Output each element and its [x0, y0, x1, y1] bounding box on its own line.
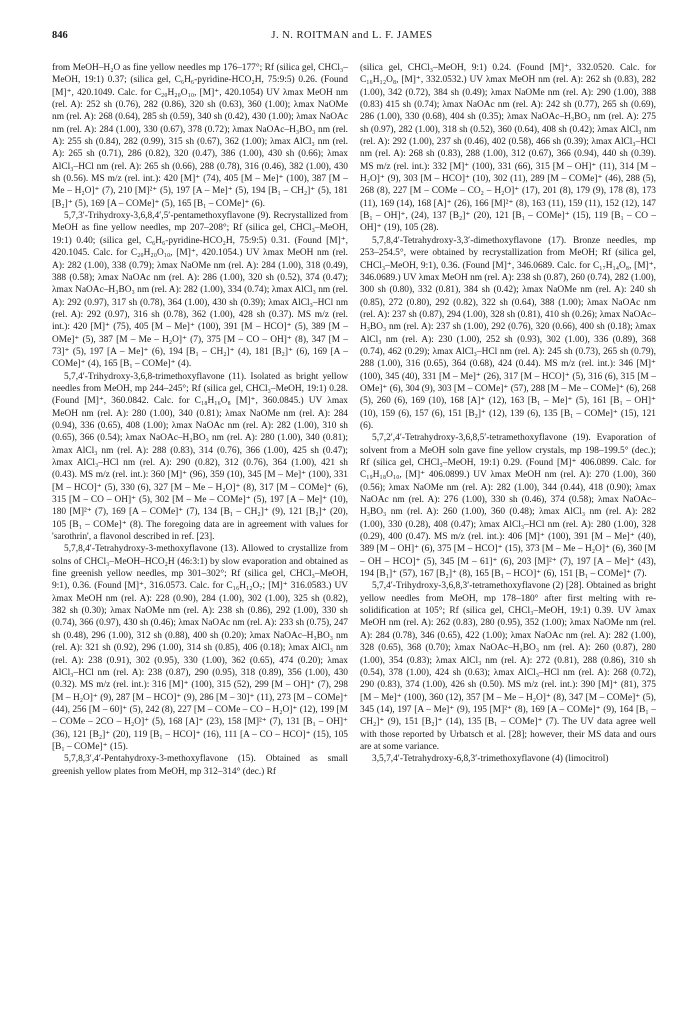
paragraph: 5,7,3′-Trihydroxy-3,6,8,4′,5′-pentamethoxyflavone (9). Recrystallized from MeOH as fine yellow needles, mp 207–208°; Rf (silica gel, CHCl₃–MeOH, 19:1) 0.40; (silica gel, C₆H₆-pyridine-HCO₂H, 75:9:5) 0.31. (Found [M]⁺, 420.1045. Calc. for C₂₀H₂₀O₁₀, [M]⁺, 420.1054.) UV λmax MeOH nm (rel. A): 282 (1.00), 338 (0.79); λmax NaOMe nm (rel. A): 284 (1.00), 318 (0.49), 388 (0.58); λmax NaOAc nm (rel. A): 286 (1.00), 320 sh (0.52), 374 (0.47); λmax NaOAc–H₃BO₃ nm (rel. A): 282 (1.00), 334 (0.74); λmax AlCl₃ nm (rel. A): 292 (0.97), 317 sh (0.78), 364 (1.00), 430 sh (0.39); λmax AlCl₃–HCl nm (rel. A): 292 (0.97), 316 sh (0.78), 362 (1.00), 428 sh (0.37). MS m/z (rel. int.): 420 [M]⁺ (75), 405 [M – Me]⁺ (100), 391 [M – HCO]⁺ (5), 389 [M – OMe]⁺ (5), 387 [M – Me – H₂O]⁺ (7), 375 [M – CO – OH]⁺ (8), 347 [M – 73]⁺ (5), 197 [A – Me]⁺ (6), 194 [B₁ – CH₂]⁺ (4), 181 [B₂]⁺ (6), 169 [A – COMe]⁺ (4), 165 [B₁ – COMe]⁺ (4).	[52, 211, 348, 370]
paragraph: 3,5,7,4′-Tetrahydroxy-6,8,3′-trimethoxyflavone (4) (limocitrol)	[372, 754, 609, 765]
left-column	[52, 62, 348, 778]
paragraph: 5,7,8,4′-Tetrahydroxy-3-methoxyflavone (13). Allowed to crystallize from solns of CHCl₃–MeOH–HCO₂H (46:3:1) by slow evaporation and obtained as fine greenish yellow needles, mp 301–302°; Rf (silica gel, CHCl₃–MeOH, 9:1), 0.36. (Found [M]⁺, 316.0573. Calc. for C₁₆H₁₂O₇; [M]⁺ 316.0583.) UV λmax MeOH nm (rel. A): 228 (0.90), 284 (1.00), 302 (1.00), 325 sh (0.82), 382 sh (0.30); λmax NaOMe nm (rel. A): 238 sh (0.86), 292 (1.00), 330 sh (0.74), 366 (0.97), 430 sh (0.46); λmax NaOAc nm (rel. A): 233 sh (0.75), 247 sh (0.48), 296 (1.00), 312 sh (0.88), 400 sh (0.20); λmax NaOAc–H₃BO₃ nm (rel. A): 321 sh (0.92), 296 (1.00), 314 sh (0.85), 406 (0.18); λmax AlCl₃ nm (rel. A): 238 (0.91), 302 (0.95), 330 (1.00), 362 (0.65), 474 (0.20); λmax AlCl₃–HCl nm (rel. A): 238 (0.87), 290 (0.95), 318 (0.89), 356 (1.00), 430 (0.32). MS m/z (rel. int.): 316 [M]⁺ (100), 315 (52), 299 [M – OH]⁺ (7), 298 [M – H₂O]⁺ (9), 287 [M – HCO]⁺ (9), 286 [M – 30]⁺ (11), 273 [M – COMe]⁺ (44), 256 [M – 60]⁺ (5), 242 (8), 227 [M – COMe – CO – H₂O]⁺ (12), 199 [M – COMe – 2CO – H₂O]⁺ (5), 168 [A]⁺ (23), 158 [M]²⁺ (7), 131 [B₁ – OH]⁺ (36), 121 [B₂]⁺ (20), 119 [B₁ – HCO]⁺ (16), 111 [A – CO – HCO]⁺ (15), 105 [B₁ – COMe]⁺ (15).	[52, 544, 348, 752]
running-title: J. N. ROITMAN and L. F. JAMES	[271, 30, 433, 41]
page-header	[52, 30, 652, 46]
paragraph: 5,7,8,3′,4′-Pentahydroxy-3-methoxyflavone (15). Obtained as small greenish yellow plates from MeOH, mp 312–314° (dec.) Rf	[52, 754, 348, 777]
paragraph: 5,7,8,4′-Tetrahydroxy-3,3′-dimethoxyflavone (17). Bronze needles, mp 253–254.5°, were obtained by recrystallization from MeOH; Rf (silica gel, CHCl₃–MeOH, 9:1), 0.36. (Found [M]⁺, 346.0689. Calc. for C₁₇H₁₄O₈, [M]⁺, 346.0689.) UV λmax MeOH nm (rel. A): 238 sh (0.87), 260 (0.74), 282 (1.00), 300 sh (0.80), 332 (0.81), 384 sh (0.42); λmax NaOMe nm (rel. A): 240 sh (0.85), 272 (0.80), 292 (0.82), 322 sh (0.64), 388 (1.00); λmax NaOAc nm (rel. A): 237 sh (0.87), 294 (1.00), 328 sh (0.81), 410 sh (0.26); λmax NaOAc–H₃BO₃ nm (rel. A): 237 sh (1.00), 292 (0.76), 320 (0.66), 400 sh (0.18); λmax AlCl₃ nm (rel. A): 230 (1.00), 252 sh (0.93), 302 (1.00), 336 (0.89), 368 (0.74), 462 (0.29); λmax AlCl₃–HCl nm (rel. A): 245 sh (0.73), 265 sh (0.79), 288 (1.00), 316 (0.65), 364 (0.68), 424 (0.44). MS m/z (rel. int.): 346 [M]⁺ (100), 345 (40), 331 [M – Me]⁺ (26), 317 [M – HCO]⁺ (5), 316 (6), 315 [M – OMe]⁺ (6), 304 (9), 303 [M – COMe]⁺ (57), 288 [M – Me – COMe]⁺ (6), 268 (5), 260 (6), 169 (10), 168 [A]⁺ (12), 163 [B₁ – Me]⁺ (5), 161 [B₁ – OH]⁺ (10), 159 (6), 157 (6), 151 [B₂]⁺ (12), 139 (6), 135 [B₁ – COMe]⁺ (15), 121 (6).	[360, 235, 657, 431]
paragraph: 5,7,4′-Trihydroxy-3,6,8-trimethoxyflavone (11). Isolated as bright yellow needles from MeOH, mp 244–245°; Rf (silica gel, CHCl₃–MeOH, 19:1) 0.28. (Found [M]⁺, 360.0842. Calc. for C₁₈H₁₆O₈ [M]⁺, 360.0845.) UV λmax MeOH nm (rel. A): 280 (1.00), 340 (0.81); λmax NaOMe nm (rel. A): 284 (0.94), 336 (0.65), 408 (1.00); λmax NaOAc nm (rel. A): 282 (1.00), 310 sh (0.65), 366 (0.54); λmax NaOAc–H₃BO₃ nm (rel. A): 280 (1.00), 340 (0.81); λmax AlCl₃ nm (rel. A): 288 (0.83), 314 (0.76), 366 (1.00), 425 sh (0.47); λmax AlCl₃–HCl nm (rel. A): 290 (0.82), 312 (0.76), 364 (1.00), 421 sh (0.43). MS m/z (rel. int.): 360 [M]⁺ (96), 359 (10), 345 [M – Me]⁺ (100), 331 [M – HCO]⁺ (5), 330 (6), 327 [M – Me – H₂O]⁺ (8), 317 [M – COMe]⁺ (6), 315 [M – CO – OH]⁺ (5), 302 [M – Me – COMe]⁺ (5), 197 [A – Me]⁺ (10), 180 [M]²⁺ (7), 169 [A – COMe]⁺ (7), 134 [B₁ – CH₂]⁺ (9), 121 [B₂]⁺ (20), 105 [B₁ – COMe]⁺ (8). The foregoing data are in agreement with values for 'sarothrin', a flavonol described in ref. [23].	[52, 371, 348, 543]
page-number: 846	[52, 30, 68, 41]
paragraph: 5,7,4′-Trihydroxy-3,6,8,3′-tetramethoxyflavone (2) [28]. Obtained as bright yellow needles from MeOH, mp 178–180° after first melting with re-solidification at 105°; Rf (silica gel, CHCl₃–MeOH, 19:1) 0.39. UV λmax MeOH nm (rel. A): 262 (0.83), 280 (0.95), 352 (1.00); λmax NaOMe nm (rel. A): 284 (0.78), 346 (0.65), 422 (1.00); λmax NaOAc nm (rel. A): 282 (1.00), 328 (0.65), 368 (0.70); λmax NaOAc–H₃BO₃ nm (rel. A): 260 (0.87), 280 (1.00), 354 (0.83); λmax AlCl₃ nm (rel. A): 272 (0.81), 288 (0.86), 310 sh (0.54), 378 (1.00), 424 sh (0.63); λmax AlCl₃–HCl nm (rel. A): 268 (0.72), 290 (0.83), 374 (1.00), 426 sh (0.50). MS m/z (rel. int.): 390 [M]⁺ (81), 375 [M – Me]⁺ (100), 360 (12), 357 [M – Me – H₂O]⁺ (8), 347 [M – COMe]⁺ (5), 345 (14), 197 [A – Me]⁺ (9), 195 [M]²⁺ (8), 169 [A – COMe]⁺ (9), 164 [B₁ – CH₂]⁺ (9), 151 [B₂]⁺ (14), 135 [B₁ – COMe]⁺ (7). The UV data agree well with those reported by Urbatsch et al. [28]; however, their MS data and ours are at some variance.	[360, 581, 656, 752]
paragraph: (silica gel, CHCl₃–MeOH, 9:1) 0.24. (Found [M]⁺, 332.0520. Calc. for C₁₆H₁₂O₈, [M]⁺, 332.0532.) UV λmax MeOH nm (rel. A): 262 sh (0.83), 282 (1.00), 342 (0.72), 384 sh (0.49); λmax NaOMe nm (rel. A): 290 (1.00), 388 (0.83) 415 sh (0.74); λmax NaOAc nm (rel. A): 242 sh (0.77), 265 sh (0.69), 286 (1.00), 330 (0.68), 404 sh (0.35); λmax NaOAc–H₃BO₃ nm (rel. A): 275 sh (0.97), 282 (1.00), 318 sh (0.52), 360 (0.64), 408 sh (0.42); λmax AlCl₃ nm (rel. A): 292 (1.00), 237 sh (0.46), 402 (0.58), 466 sh (0.39); λmax AlCl₃–HCl nm (rel. A): 268 sh (0.83), 288 (1.00), 312 (0.67), 366 (0.94), 440 sh (0.39). MS m/z (rel. int.): 332 [M]⁺ (100), 331 (66), 315 [M – OH]⁺ (11), 314 [M – H₂O]⁺ (9), 303 [M – HCO]⁺ (10), 302 (11), 289 [M – COMe]⁺ (46), 288 (5), 268 (8), 227 [M – COMe – CO₂ – H₂O]⁺ (17), 201 (8), 179 (9), 178 (8), 173 (11), 169 (14), 168 [A]⁺ (26), 166 [M]²⁺ (8), 163 (11), 159 (11), 152 (12), 147 [B₁ – OH]⁺, (24), 137 [B₂]⁺ (20), 121 [B₁ – COMe]⁺ (15), 119 [B₁ – CO – OH]⁺ (19), 105 (28).	[360, 63, 656, 234]
right-column	[360, 62, 656, 766]
paragraph: from MeOH–H₂O as fine yellow needles mp 176–177°; Rf (silica gel, CHCl₃–MeOH, 19:1) 0.37; (silica gel, C₆H₆-pyridine-HCO₂H, 75:9:5) 0.26. (Found [M]⁺, 420.1049. Calc. for C₂₀H₂₀O₁₀, [M]⁺, 420.1054) UV λmax MeOH nm (rel. A): 252 sh (0.76), 282 (0.86), 320 sh (0.63), 360 (1.00); λmax NaOMe nm (rel. A): 268 (0.64), 285 sh (0.59), 340 sh (0.42), 430 (1.00); λmax NaOAc nm (rel. A): 284 (1.00), 330 (0.67), 378 (0.72); λmax NaOAc–H₃BO₃ nm (rel. A): 255 sh (0.84), 282 (0.99), 315 sh (0.67), 362 (1.00); λmax AlCl₃ nm (rel. A): 265 sh (0.71), 286 (0.82), 320 (0.47), 386 (1.00), 430 sh (0.66); λmax AlCl₃–HCl nm (rel. A): 265 sh (0.66), 288 (0.78), 316 (0.46), 382 (1.00), 430 sh (0.56). MS m/z (rel. int.): 420 [M]⁺ (74), 405 [M – Me]⁺ (100), 387 [M – Me – H₂O]⁺ (7), 210 [M]²⁺ (5), 197 [A – Me]⁺ (5), 194 [B₁ – CH₂]⁺ (5), 181 [B₂]⁺ (5), 169 [A – COMe]⁺ (5), 165 [B₁ – COMe]⁺ (6).	[52, 63, 348, 209]
paragraph: 5,7,2′,4′-Tetrahydroxy-3,6,8,5′-tetramethoxyflavone (19). Evaporation of solvent from a MeOH soln gave fine yellow crystals, mp 198–199.5° (dec.); Rf (silica gel, CHCl₃–MeOH, 19:1) 0.29. (Found [M]⁺ 406.0899. Calc. for C₁₉H₁₈O₁₀, [M]⁺ 406.0899.) UV λmax MeOH nm (rel. A): 270 (1.00), 360 (0.56); λmax NaOMe nm (rel. A): 282 (1.00), 344 (0.44), 418 (0.90); λmax NaOAc nm (rel. A): 276 (1.00), 330 sh (0.46), 374 (0.58); λmax NaOAc–H₃BO₃ nm (rel. A): 260 (1.00), 360 (0.48); λmax AlCl₃ nm (rel. A): 282 (1.00), 330 (0.28), 408 (0.47); λmax AlCl₃–HCl nm (rel. A): 280 (1.00), 328 (0.29), 400 (0.47). MS m/z (rel. int.): 406 [M]⁺ (100), 391 [M – Me]⁺ (40), 389 [M – OH]⁺ (6), 375 [M – HCO]⁺ (15), 373 [M – Me – H₂O]⁺ (6), 360 [M – OH – HCO]⁺ (5), 345 [M – 61]⁺ (6), 203 [M]²⁺ (7), 197 [A – Me]⁺ (43), 194 [B₁]⁺ (57), 167 [B₂]⁺ (8), 165 [B₁ – HCO]⁺ (6), 151 [B₁ – COMe]⁺ (7).	[360, 433, 656, 580]
